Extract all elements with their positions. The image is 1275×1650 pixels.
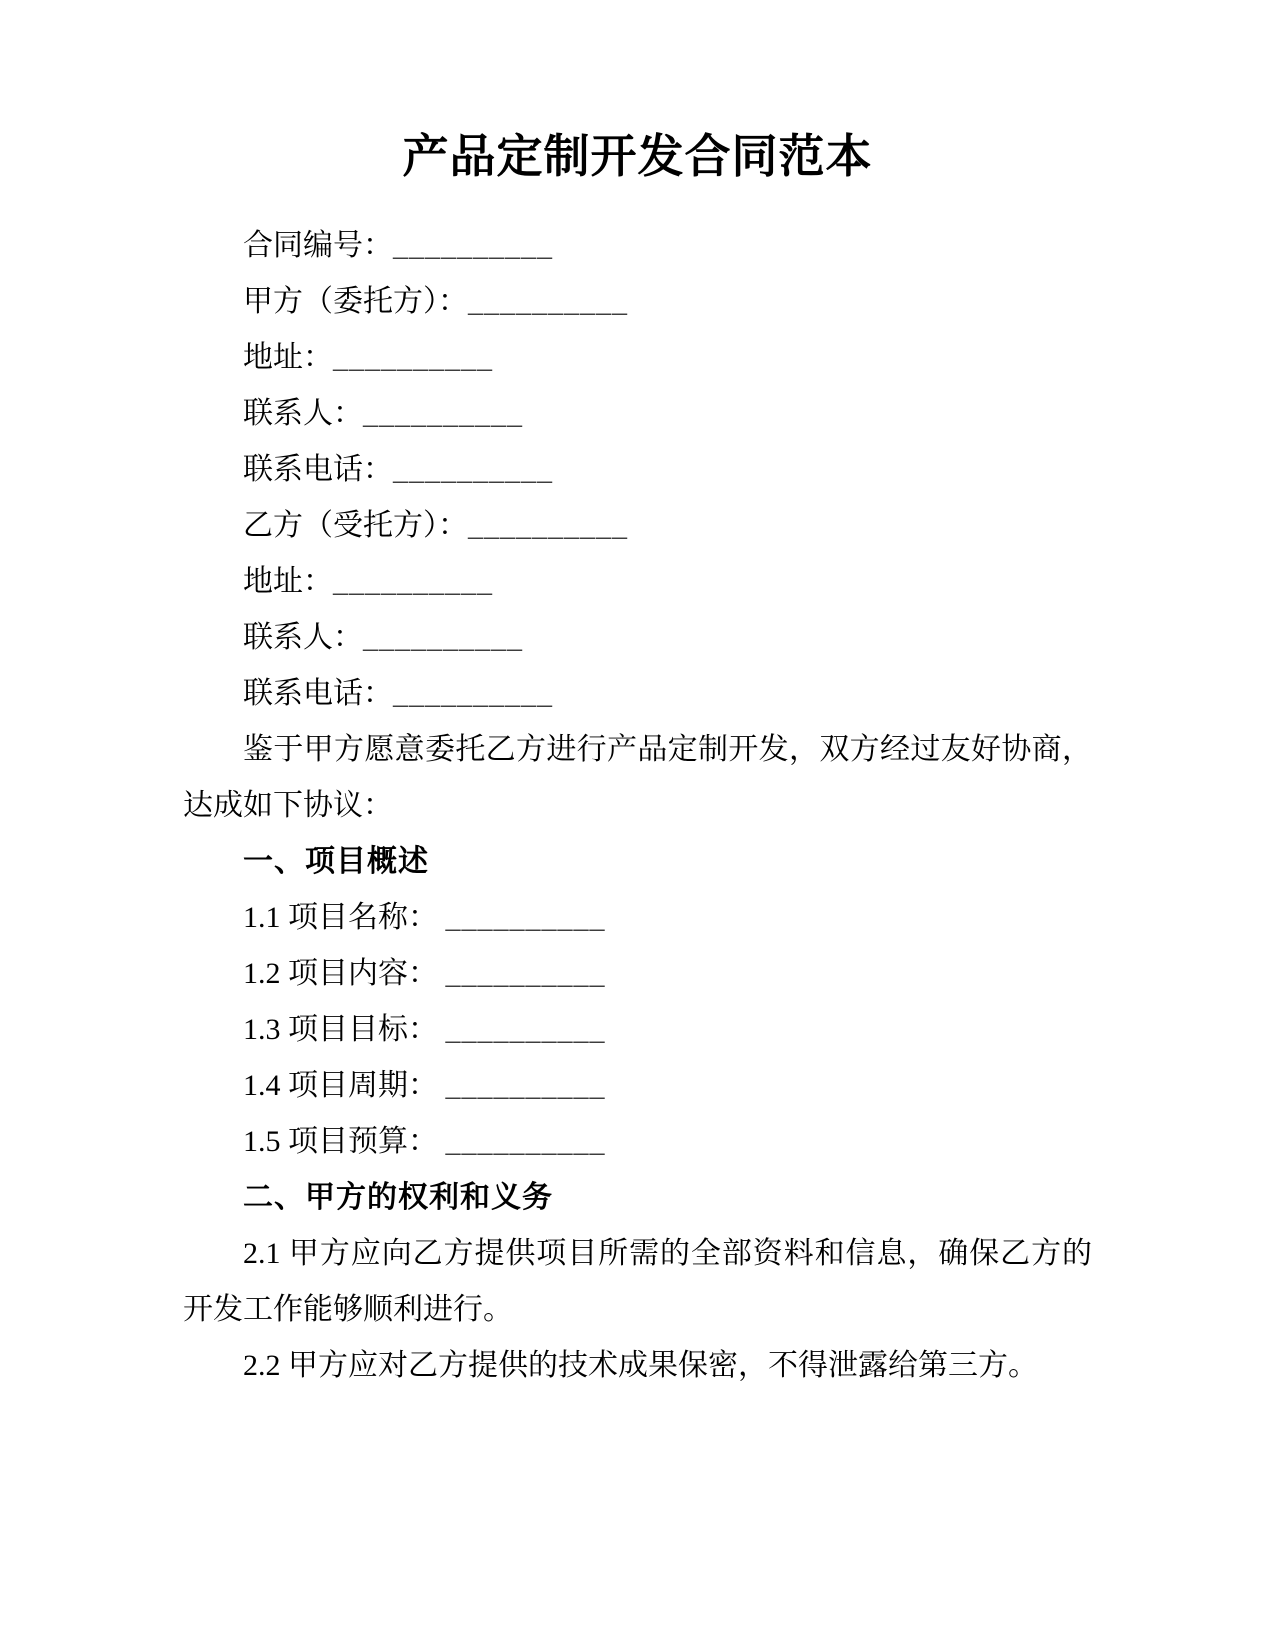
field-label: 地址： <box>243 341 333 374</box>
field-line-party-a-phone <box>183 442 1092 498</box>
blank-underline: __________ <box>333 341 493 374</box>
field-line-contract-number <box>183 218 1092 274</box>
item-line-project-goal <box>183 1002 1092 1058</box>
field-line-party-b-contact <box>183 610 1092 666</box>
field-line-party-a-contact <box>183 386 1092 442</box>
field-line-party-a <box>183 274 1092 330</box>
field-label: 联系电话： <box>243 677 393 710</box>
field-label: 地址： <box>243 565 333 598</box>
field-label: 联系电话： <box>243 453 393 486</box>
field-line-party-b-phone <box>183 666 1092 722</box>
blank-underline: __________ <box>445 1013 606 1046</box>
blank-underline: __________ <box>468 285 628 318</box>
blank-underline: __________ <box>333 565 493 598</box>
field-line-party-b-address <box>183 554 1092 610</box>
blank-underline: __________ <box>445 957 606 990</box>
blank-underline: __________ <box>393 453 553 486</box>
field-line-party-b <box>183 498 1092 554</box>
section-heading-project-overview: 一、项目概述 <box>243 845 429 878</box>
document-title: 产品定制开发合同范本 <box>402 131 873 182</box>
blank-underline: __________ <box>393 677 553 710</box>
field-label: 乙方（受托方）： <box>243 509 468 542</box>
field-label: 合同编号： <box>243 229 393 262</box>
blank-underline: __________ <box>393 229 553 262</box>
clause-2-2: 2.2 甲方应对乙方提供的技术成果保密，不得泄露给第三方。 <box>243 1349 1038 1382</box>
item-label: 1.3 项目目标： <box>243 1013 438 1046</box>
blank-underline: __________ <box>445 901 606 934</box>
item-line-project-period <box>183 1058 1092 1114</box>
blank-underline: __________ <box>468 509 628 542</box>
blank-underline: __________ <box>363 621 523 654</box>
blank-underline: __________ <box>445 1069 606 1102</box>
clause-2-1: 2.1 甲方应向乙方提供项目所需的全部资料和信息，确保乙方的开发工作能够顺利进行。 <box>183 1237 1092 1326</box>
blank-underline: __________ <box>363 397 523 430</box>
item-label: 1.4 项目周期： <box>243 1069 438 1102</box>
item-line-project-content <box>183 946 1092 1002</box>
item-label: 1.5 项目预算： <box>243 1125 438 1158</box>
field-label: 联系人： <box>243 397 363 430</box>
section-heading-party-a-rights-obligations: 二、甲方的权利和义务 <box>243 1181 553 1214</box>
item-label: 1.1 项目名称： <box>243 901 438 934</box>
field-line-party-a-address <box>183 330 1092 386</box>
item-line-project-budget <box>183 1114 1092 1170</box>
blank-underline: __________ <box>445 1125 606 1158</box>
preamble-paragraph: 鉴于甲方愿意委托乙方进行产品定制开发，双方经过友好协商，达成如下协议： <box>183 733 1092 822</box>
item-label: 1.2 项目内容： <box>243 957 438 990</box>
field-label: 甲方（委托方）： <box>243 285 468 318</box>
item-line-project-name <box>183 890 1092 946</box>
field-label: 联系人： <box>243 621 363 654</box>
